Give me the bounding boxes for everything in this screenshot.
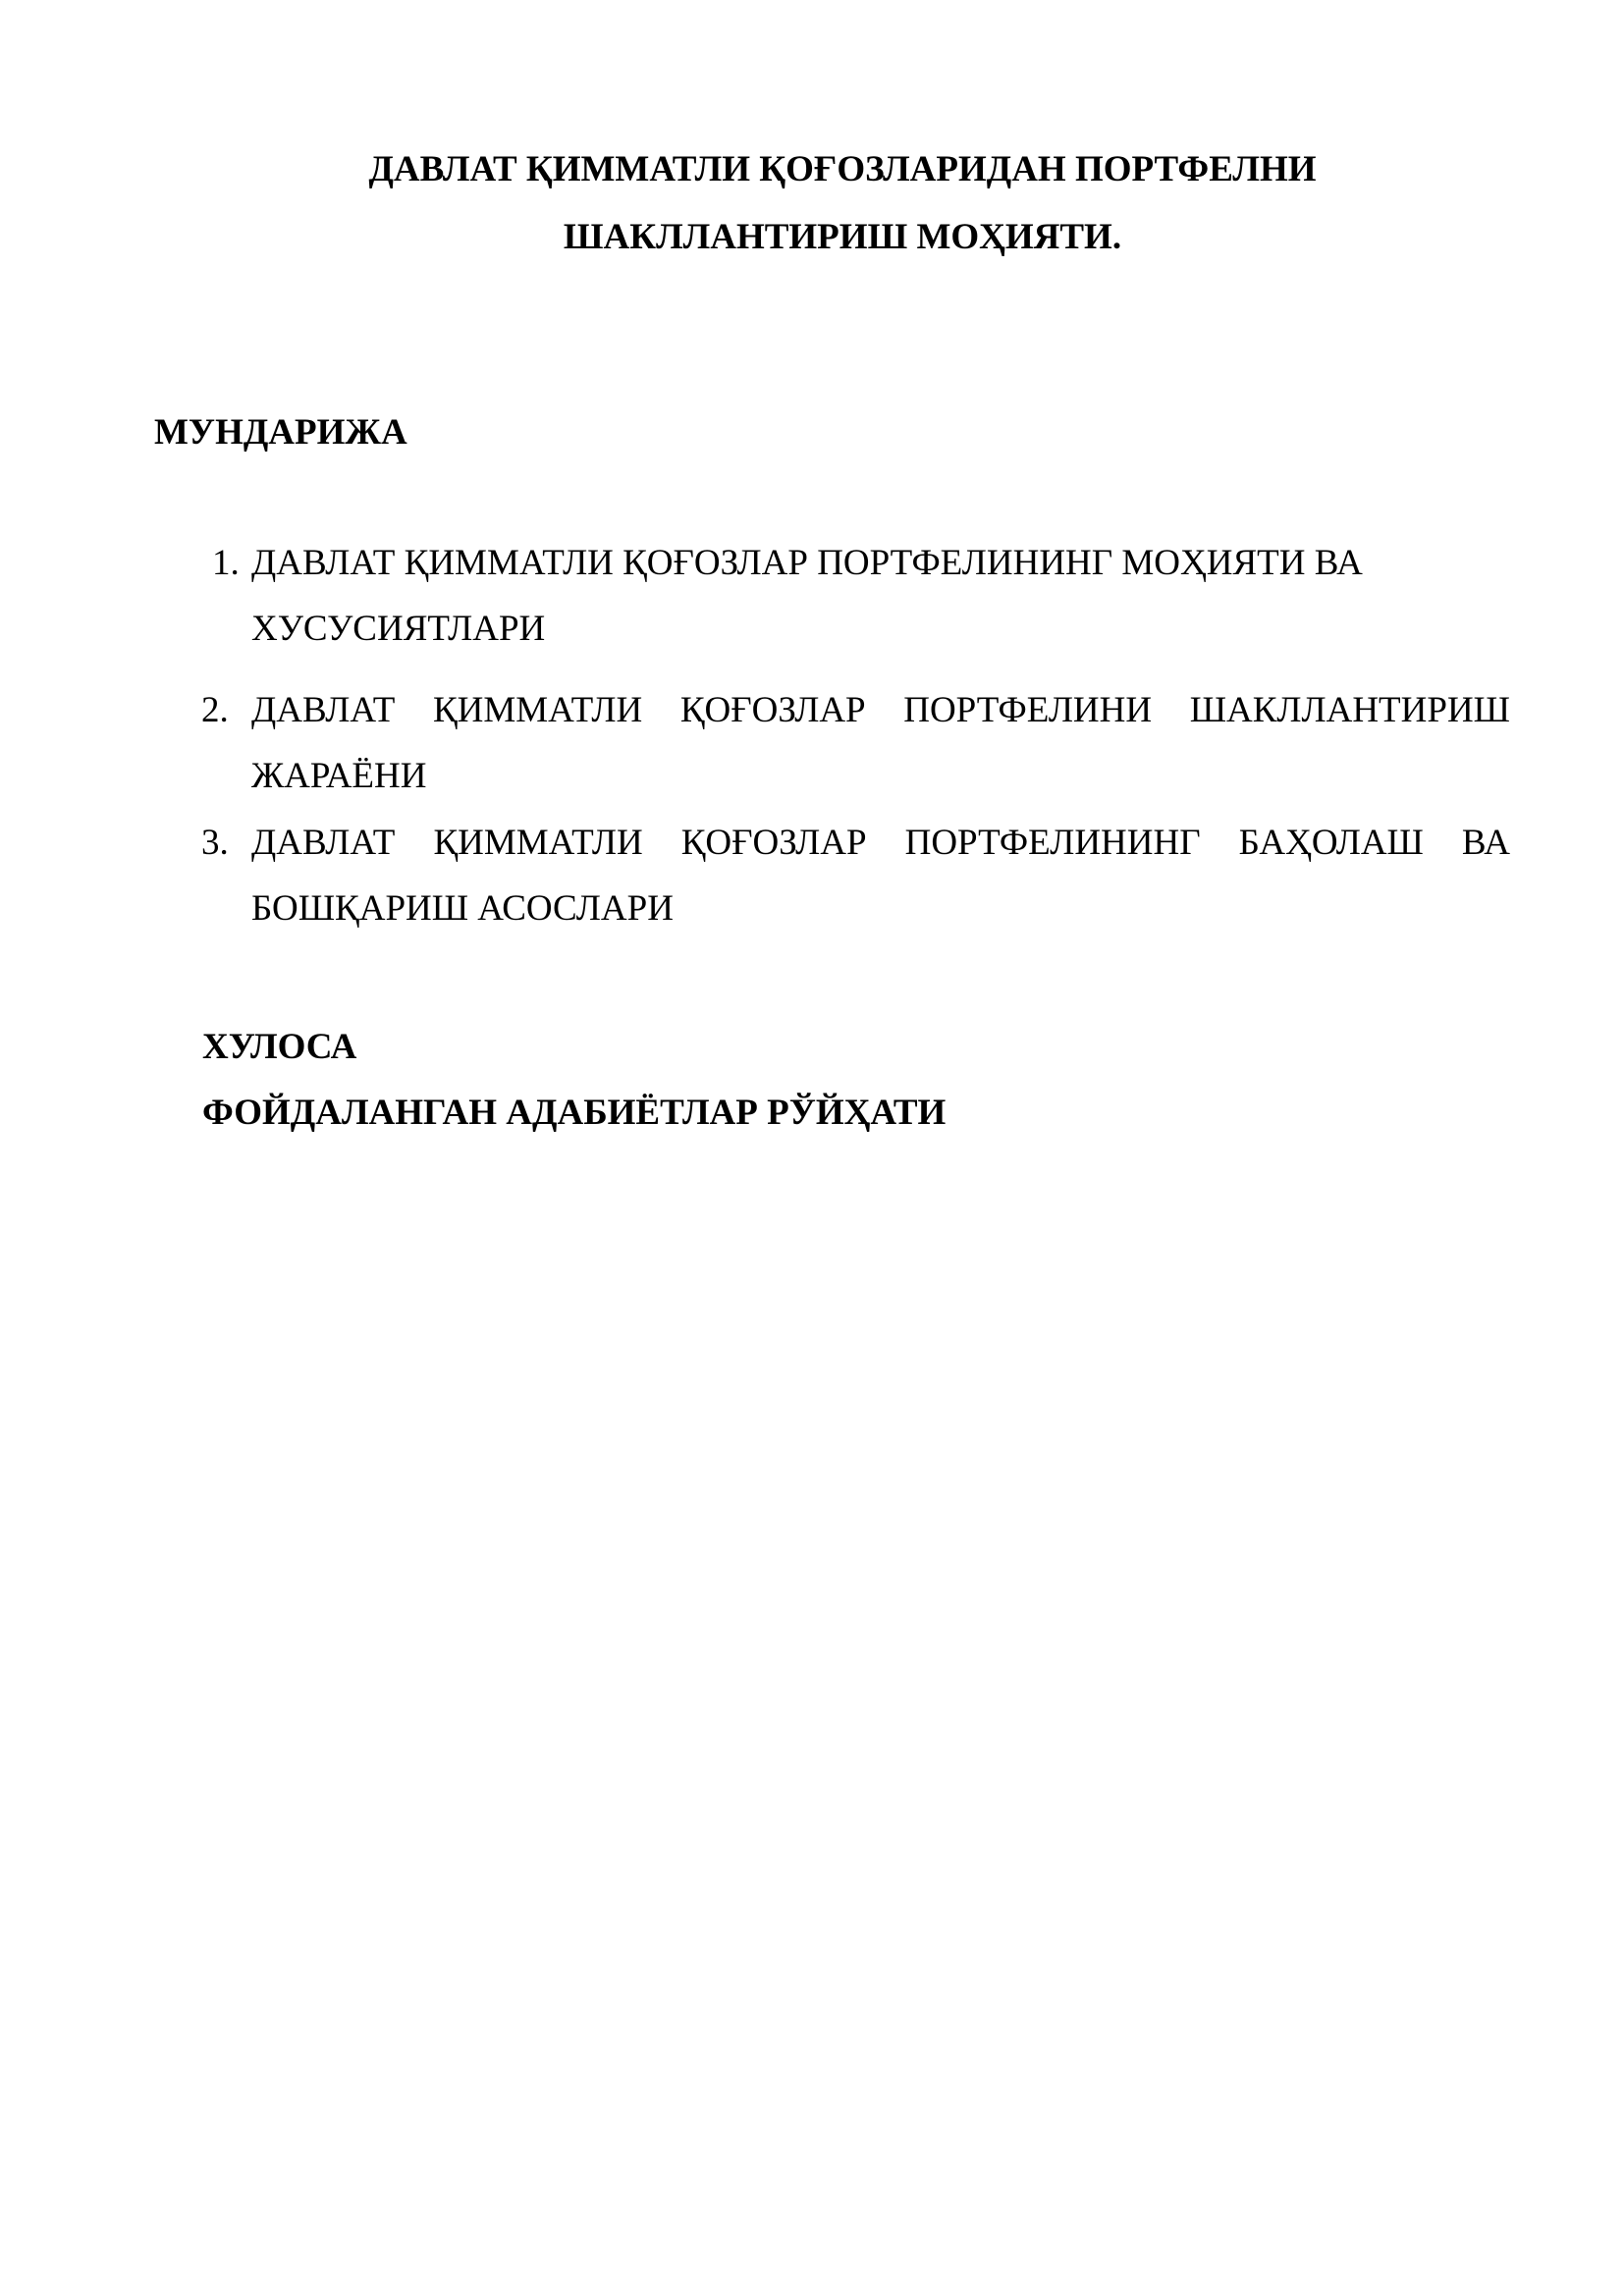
references-heading: ФОЙДАЛАНГАН АДАБИЁТЛАР РЎЙҲАТИ	[202, 1093, 947, 1133]
toc-item-line: ДАВЛАТ ҚИММАТЛИ ҚОҒОЗЛАР ПОРТФЕЛИНИНГ БАҲОЛАШ ВА	[251, 823, 1510, 863]
toc-item-line: БОШҚАРИШ АСОСЛАРИ	[251, 888, 674, 929]
toc-item-line: ДАВЛАТ ҚИММАТЛИ ҚОҒОЗЛАР ПОРТФЕЛИНИ ШАКЛЛАНТИРИШ	[251, 690, 1510, 730]
toc-item-line: ЖАРАЁНИ	[251, 756, 427, 796]
document-title-line-1: ДАВЛАТ ҚИММАТЛИ ҚОҒОЗЛАРИДАН ПОРТФЕЛНИ	[368, 149, 1317, 189]
toc-item-line: ДАВЛАТ ҚИММАТЛИ ҚОҒОЗЛАР ПОРТФЕЛИНИНГ МОҲИЯТИ ВА	[251, 543, 1363, 583]
table-of-contents	[0, 0, 1624, 982]
toc-item-text	[251, 810, 1510, 941]
conclusion-heading: ХУЛОСА	[202, 1027, 357, 1067]
toc-item-number: 3.	[201, 823, 229, 863]
toc-heading: МУНДАРИЖА	[154, 412, 407, 453]
toc-item-text	[251, 677, 1510, 809]
toc-item-line: ХУСУСИЯТЛАРИ	[251, 609, 546, 649]
toc-item-text	[251, 530, 1510, 662]
toc-item-number: 1.	[212, 543, 240, 583]
toc-item-number: 2.	[201, 690, 229, 730]
document-title-line-2: ШАКЛЛАНТИРИШ МОҲИЯТИ.	[563, 217, 1122, 257]
closing-sections	[202, 1014, 946, 1146]
